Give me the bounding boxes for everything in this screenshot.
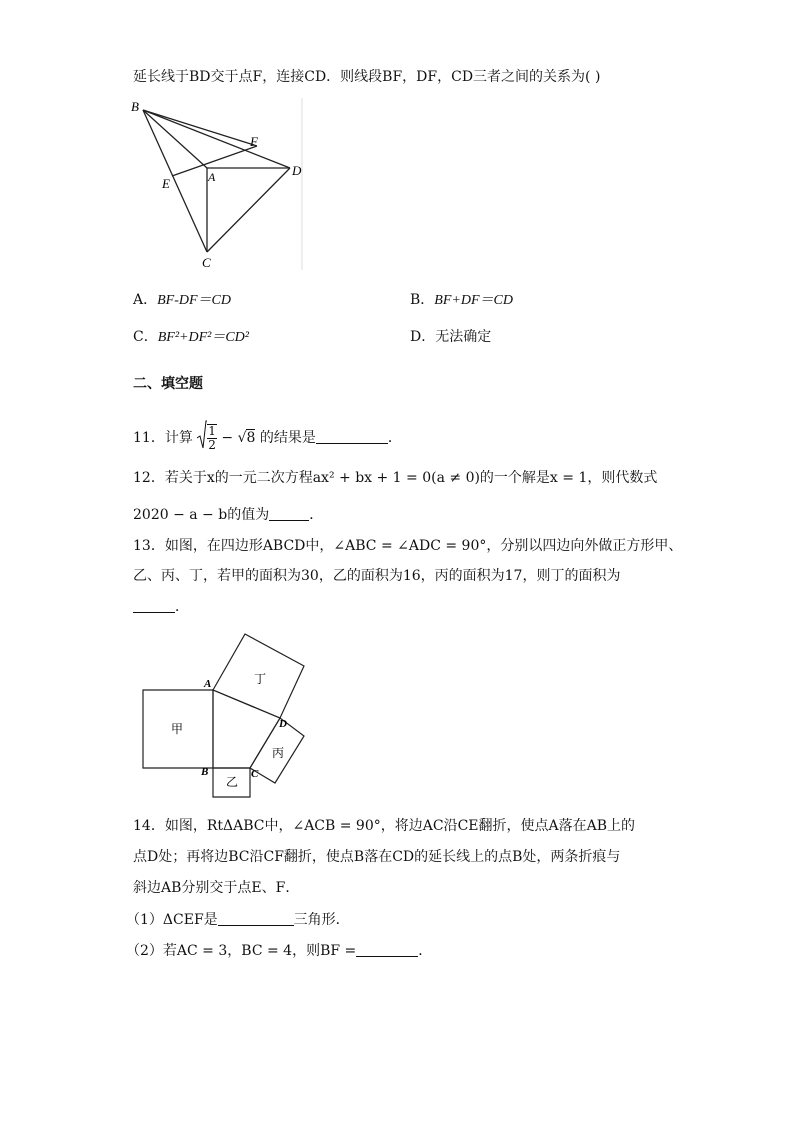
q12-line1: 12．若关于x的一元二次方程ax² + bx + 1 = 0(a ≠ 0)的一个解是x = 1，则代数式 [133, 470, 658, 486]
q11-sqrt-8: √8 [237, 430, 256, 446]
q10-option-a[interactable]: A．BF-DF＝CD [133, 292, 232, 308]
q10-label-c: C [202, 255, 211, 270]
q13-label-jia: 甲 [171, 722, 184, 736]
q10-option-b[interactable]: B．BF+DF＝CD [410, 292, 513, 308]
q13-answer-blank[interactable] [133, 598, 175, 613]
q10-option-c[interactable]: C．BF²+DF²＝CD² [133, 329, 249, 345]
q10-option-d[interactable]: D．无法确定 [410, 329, 492, 345]
q10-label-e: E [162, 176, 170, 191]
q14-line1: 14．如图，RtΔABC中，∠ACB = 90°，将边AC沿CE翻折，使点A落在AB上的 [133, 818, 636, 834]
q14-sub2: （2）若AC = 3，BC = 4，则BF = ． [126, 943, 433, 959]
q13-line2: 乙、丙、丁，若甲的面积为30，乙的面积为16，丙的面积为17，则丁的面积为 [133, 568, 621, 584]
q13-label-d: D [279, 718, 287, 730]
q12-answer-blank[interactable] [269, 506, 309, 521]
q11-sqrt-half: $\frac{1}{2}$ [197, 412, 217, 453]
q13-line3: ． [133, 598, 189, 616]
q14-line2: 点D处；再将边BC沿CF翻折，使点B落在CD的延长线上的点B处，两条折痕与 [133, 849, 621, 865]
q13-label-yi: 乙 [226, 775, 239, 789]
q10-figure [125, 96, 305, 271]
q14-sub1-answer-blank[interactable] [218, 911, 294, 926]
q13-label-c: C [251, 768, 259, 780]
q10-label-a: A [208, 170, 216, 184]
q10-stem: 延长线于BD交于点F，连接CD．则线段BF，DF，CD三者之间的关系为( ) [133, 69, 601, 85]
q13-figure [135, 628, 315, 804]
q11-answer-blank[interactable] [316, 429, 388, 444]
q10-label-f: F [250, 134, 258, 149]
q13-label-bing: 丙 [272, 746, 285, 760]
q12-line2: 2020 − a − b的值为 ． [133, 507, 324, 523]
q14-line3: 斜边AB分别交于点E、F． [133, 880, 300, 896]
q13-line1: 13．如图，在四边形ABCD中，∠ABC = ∠ADC = 90°，分别以四边向外做正方形甲、 [133, 538, 683, 554]
q10-label-d: D [292, 163, 302, 178]
q13-label-a: A [204, 678, 212, 690]
q14-sub2-answer-blank[interactable] [356, 942, 418, 957]
section-heading: 二、填空题 [133, 376, 203, 392]
q11: 11．计算 $\frac{1}{2}$ − √8 的结果是 ． [133, 412, 402, 453]
q14-sub1: （1）ΔCEF是 三角形． [126, 912, 350, 928]
q13-label-b: B [201, 766, 209, 778]
q10-label-b: B [131, 99, 139, 114]
q13-label-ding: 丁 [254, 672, 267, 686]
